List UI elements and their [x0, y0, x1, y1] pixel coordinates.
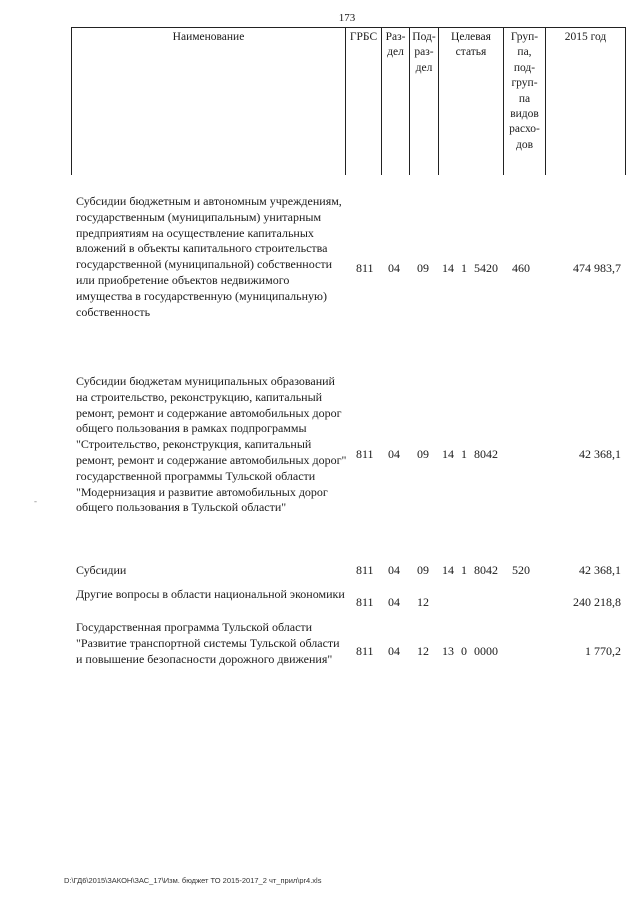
header-razdel: Раз- дел — [385, 31, 406, 59]
row-amount: 474 983,7 — [573, 261, 621, 275]
header-top-border — [71, 27, 626, 28]
row-name: Субсидии бюджетным и автономным учреждениям, государственным (муниципальным) унитарным предприятиям на осуществление капитальных вложений в объекты капитального строительства государственной (муниципальной) собственности или приобретение объектов недвижимого имущества в государственную (муниципальную) собственность — [76, 194, 342, 319]
row-amount: 42 368,1 — [579, 563, 621, 577]
header-name: Наименование — [172, 31, 245, 43]
row-podrazdel: 12 — [417, 595, 429, 609]
row-target-b: 1 — [461, 563, 467, 577]
row-podrazdel: 09 — [417, 261, 429, 275]
header-right-border — [625, 27, 626, 175]
row-target-b: 1 — [461, 261, 467, 275]
row-name: Субсидии бюджетам муниципальных образований на строительство, реконструкцию, капитальный ремонт, ремонт и содержание автомобильных дорог общего пользования в рамках подпрограммы "Строительство, реконструкция, капитальный ремонт, ремонт и содержание автомобильных дорог" государственной программы Тульской области "Модернизация и развитие автомобильных дорог общего пользования в Тульской области" — [76, 374, 347, 515]
row-amount: 42 368,1 — [579, 447, 621, 461]
row-target-a: 14 — [442, 447, 454, 461]
row-name: Государственная программа Тульской области "Развитие транспортной системы Тульской области и повышение безопасности дорожного движения" — [76, 620, 340, 666]
row-razdel: 04 — [388, 563, 400, 577]
header-target: Целевая статья — [451, 31, 491, 59]
row-razdel: 04 — [388, 644, 400, 658]
row-razdel: 04 — [388, 595, 400, 609]
row-name: Субсидии — [76, 563, 127, 577]
row-target-c: 0000 — [474, 644, 498, 658]
row-podrazdel: 09 — [417, 447, 429, 461]
header-year: 2015 год — [564, 31, 607, 43]
row-podrazdel: 09 — [417, 563, 429, 577]
row-target-b: 0 — [461, 644, 467, 658]
header-left-border — [71, 27, 72, 175]
row-grbs: 811 — [356, 563, 374, 577]
row-target-c: 8042 — [474, 447, 498, 461]
header-podrazdel: Под- раз- дел — [412, 31, 436, 74]
row-target-a: 14 — [442, 563, 454, 577]
row-target-a: 13 — [442, 644, 454, 658]
row-razdel: 04 — [388, 447, 400, 461]
row-group: 460 — [512, 261, 530, 275]
row-amount: 1 770,2 — [585, 644, 621, 658]
row-target-a: 14 — [442, 261, 454, 275]
row-grbs: 811 — [356, 644, 374, 658]
row-group: 520 — [512, 563, 530, 577]
row-amount: 240 218,8 — [573, 595, 621, 609]
row-name: Другие вопросы в области национальной экономики — [76, 587, 345, 601]
row-podrazdel: 12 — [417, 644, 429, 658]
scan-mark: - — [34, 496, 37, 506]
page-number: 173 — [338, 12, 356, 24]
row-razdel: 04 — [388, 261, 400, 275]
header-divider — [545, 27, 546, 175]
row-grbs: 811 — [356, 595, 374, 609]
row-target-c: 5420 — [474, 261, 498, 275]
row-grbs: 811 — [356, 447, 374, 461]
row-grbs: 811 — [356, 261, 374, 275]
row-target-c: 8042 — [474, 563, 498, 577]
header-grbs: ГРБС — [349, 31, 378, 43]
header-group: Груп- па, под- груп- па видов расхо- дов — [509, 31, 540, 151]
header-divider — [345, 27, 346, 175]
row-target-b: 1 — [461, 447, 467, 461]
footer-file-path: D:\ГД6\2015\ЗАКОН\ЗАС_17\Изм. бюджет ТО 2015-2017_2 чт_прил\pr4.xls — [64, 876, 322, 885]
